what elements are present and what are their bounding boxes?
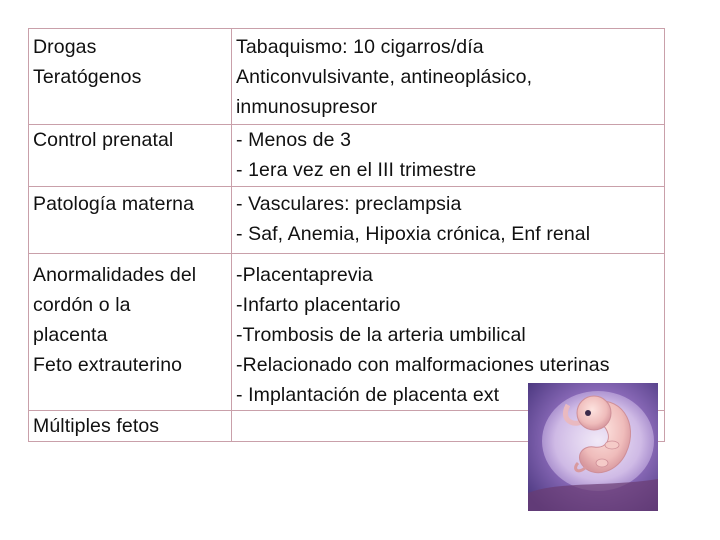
value-line: - Implantación de placenta ext: [236, 384, 500, 406]
row-label: [29, 125, 232, 187]
label-line: Drogas: [33, 36, 97, 58]
row-value: [232, 29, 665, 125]
table-row: [29, 29, 665, 125]
label-line: Múltiples fetos: [33, 415, 160, 437]
embryo-illustration-icon: [528, 383, 658, 511]
value-line: - Saf, Anemia, Hipoxia crónica, Enf renal: [236, 223, 591, 245]
value-line: inmunosupresor: [236, 96, 378, 118]
value-line: - 1era vez en el III trimestre: [236, 159, 477, 181]
value-line: -Trombosis de la arteria umbilical: [236, 324, 526, 346]
value-line: Tabaquismo: 10 cigarros/día: [236, 36, 484, 58]
label-line: Anormalidades del: [33, 264, 197, 286]
row-value: [232, 187, 665, 254]
risk-factors-table: [28, 28, 665, 442]
value-line: -Placentaprevia: [236, 264, 373, 286]
label-line: Control prenatal: [33, 129, 174, 151]
value-line: - Vasculares: preclampsia: [236, 193, 462, 215]
value-line: -Infarto placentario: [236, 294, 401, 316]
row-label: [29, 411, 232, 442]
row-value: [232, 125, 665, 187]
row-label: [29, 254, 232, 411]
label-line: Patología materna: [33, 193, 195, 215]
row-label: [29, 29, 232, 125]
label-line: placenta: [33, 324, 108, 346]
value-line: Anticonvulsivante, antineoplásico,: [236, 66, 533, 88]
label-line: Teratógenos: [33, 66, 142, 88]
label-line: Feto extrauterino: [33, 354, 183, 376]
value-line: - Menos de 3: [236, 129, 352, 151]
label-line: cordón o la: [33, 294, 131, 316]
row-label: [29, 187, 232, 254]
table-row: [29, 125, 665, 187]
table-row: [29, 187, 665, 254]
value-line: -Relacionado con malformaciones uterinas: [236, 354, 610, 376]
